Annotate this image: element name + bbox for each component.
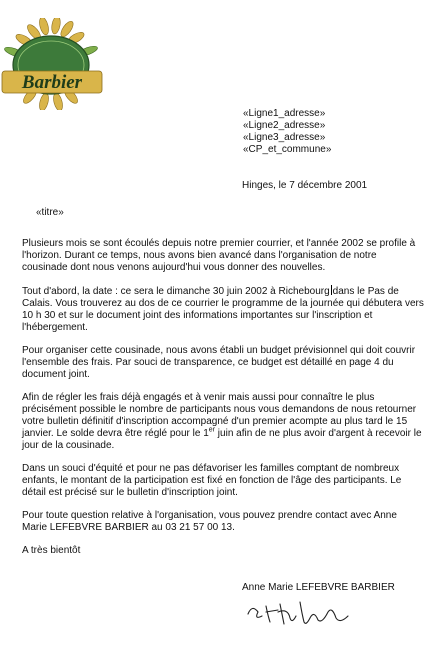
paragraph-equity: Dans un souci d'équité et pour ne pas défavoriser les familles comptant de nombreux enfants, le montant de la participation est fixé en fonction de l'âge des participants. Le détail est précisé sur le bulletin d'inscription joint. — [22, 463, 402, 498]
recipient-address — [243, 108, 331, 156]
closing-line: A très bientôt — [22, 545, 81, 556]
wheat-wreath-icon — [0, 18, 104, 110]
barbier-logo — [0, 18, 104, 110]
paragraph-fees-part2: juin afin de ne plus avoir d'argent à recevoir le jour de la cousinade. — [22, 428, 422, 451]
place-and-date: Hinges, le 7 décembre 2001 — [242, 180, 368, 191]
paragraph-date-part2: dans le Pas de Calais. Vous trouverez au dos de ce courrier le programme de la journée qui débutera vers 10 h 30 et sur le document joint des informations importantes sur l'inscription et l'hébergement. — [22, 286, 424, 333]
paragraph-fees — [22, 392, 424, 452]
paragraph-date — [22, 285, 424, 334]
signatory-name: Anne Marie LEFEBVRE BARBIER — [242, 582, 395, 593]
address-postal-city: «CP_et_commune» — [243, 144, 332, 155]
paragraph-date-part1: Tout d'abord, la date : ce sera le dimanche 30 juin 2002 à Richebourg — [22, 286, 330, 297]
address-line-1: «Ligne1_adresse» — [243, 108, 326, 119]
ordinal-superscript: er — [208, 426, 216, 434]
paragraph-intro: Plusieurs mois se sont écoulés depuis notre premier courrier, et l'année 2002 se profile à l'horizon. Durant ce temps, nous avons bien avancé dans l'organisation de notre cousinade dont nous venons aujourd'hui vous donner des nouvelles. — [22, 238, 416, 273]
paragraph-budget: Pour organiser cette cousinade, nous avons établi un budget prévisionnel qui doit couvrir l'ensemble des frais. Par souci de transparence, ce budget est détaillé en page 4 du document joint. — [22, 345, 416, 380]
letter-body — [22, 238, 424, 568]
logo-text: Barbier — [21, 72, 83, 93]
text-cursor — [331, 285, 332, 295]
signature-scribble-icon — [244, 598, 354, 628]
address-line-3: «Ligne3_adresse» — [243, 132, 326, 143]
paragraph-fees-part1: Afin de régler les frais déjà engagés et à venir mais aussi pour connaître le plus précisément possible le nombre de participants nous vous demandons de nous retourner votre bulletin définitif d'inscription accompagné d'un premier acompte au plus tard le 15 janvier. Le solde devra être réglé pour le 1 — [22, 392, 417, 439]
handwritten-signature — [244, 598, 354, 628]
address-line-2: «Ligne2_adresse» — [243, 120, 326, 131]
paragraph-contact: Pour toute question relative à l'organisation, vous pouvez prendre contact avec Anne Marie LEFEBVRE BARBIER au 03 21 57 00 13. — [22, 510, 397, 533]
salutation-field: «titre» — [36, 207, 64, 218]
